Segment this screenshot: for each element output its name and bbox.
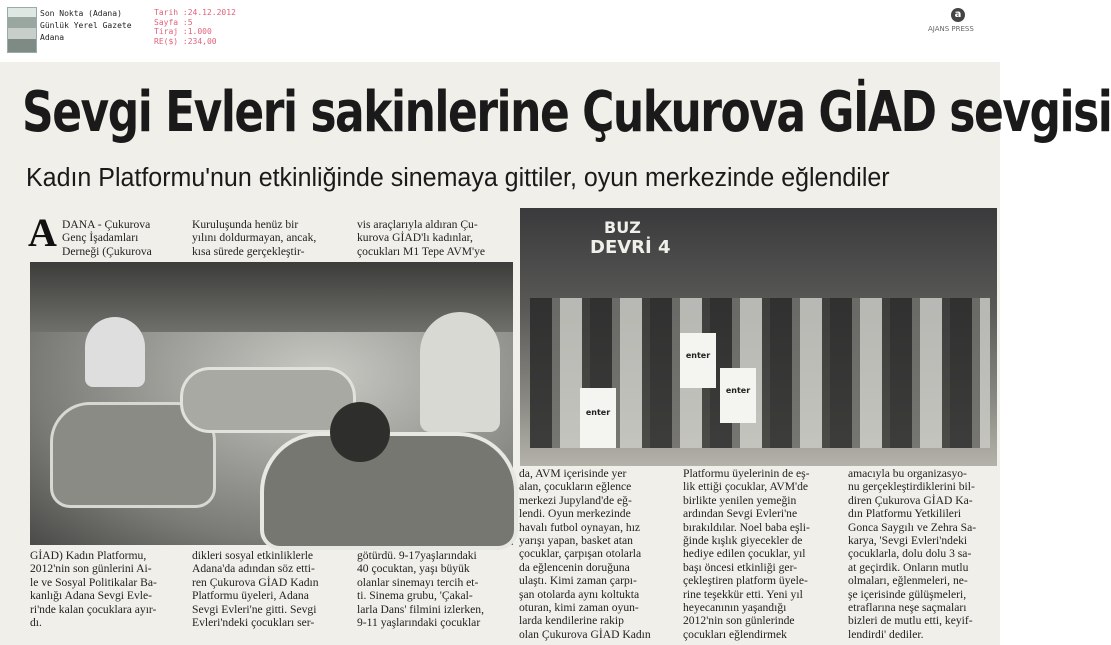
meta-circulation: Tiraj :1.000 xyxy=(154,27,212,37)
meta-ad-value: RE($) :234,00 xyxy=(154,36,217,46)
source-city: Adana xyxy=(40,33,65,42)
column-1-top: DANA - Çukurova Genç İşadamları Derneği (Çukurova xyxy=(62,218,152,258)
santa-figure xyxy=(420,312,500,432)
drop-cap: A xyxy=(28,210,57,255)
meta-date: Tarih :24.12.2012 xyxy=(154,8,236,17)
source-name: Son Nokta (Adana) xyxy=(40,9,122,18)
logo-text: AJANS PRESS xyxy=(928,25,974,33)
article-subheadline: Kadın Platformu'nun etkinliğinde sinemaya gittiler, oyun merkezinde eğlendiler xyxy=(26,163,890,193)
column-2-bottom: dikleri sosyal etkinliklerle Adana'da adından söz etti- ren Çukurova GİAD Kadın Platformu üyeleri, Adana Sevgi Evleri'ne gitti. Sevgi Evleri'ndeki çocukları ser- xyxy=(192,549,319,630)
clipping-meta xyxy=(154,8,236,46)
sign-line-2: DEVRİ 4 xyxy=(590,237,671,258)
ajans-press-logo xyxy=(928,8,988,33)
movie-sign xyxy=(590,218,730,278)
source-type: Günlük Yerel Gazete xyxy=(40,21,132,30)
shopping-bag: enter xyxy=(680,333,716,388)
column-1-bottom: GİAD) Kadın Platformu, 2012'nin son günlerini Ai- le ve Sosyal Politikalar Ba- kanlığı Adana Sevgi Evle- ri'nde kalan çocuklara ayır- dı. xyxy=(30,549,157,630)
article-headline: Sevgi Evleri sakinlerine Çukurova GİAD sevgisi xyxy=(22,80,1111,146)
shopping-bag: enter xyxy=(720,368,756,423)
woman-figure xyxy=(85,317,145,387)
column-3-top: vis araçlarıyla aldıran Çu- kurova GİAD'lı kadınlar, çocukları M1 Tepe AVM'ye xyxy=(357,218,486,258)
meta-page: Sayfa :5 xyxy=(154,17,193,27)
column-3-bottom: götürdü. 9-17yaşlarındaki 40 çocuktan, yaşı büyük olanlar sinemayı tercih et- ti. Sinema grubu, 'Çakal- larla Dans' filmini izlerken, 9-11 yaşlarındaki çocuklar xyxy=(357,549,484,630)
bumper-car-middle xyxy=(180,367,356,433)
child-figure xyxy=(330,402,390,462)
column-5: Platformu üyelerinin de eş- lik ettiği çocuklar, AVM'de birlikte yenilen yemeğin ardından Sevgi Evleri'ne bırakıldılar. Noel baba eşli- ğinde kışlık giyecekler de hediye edilen çocuklar, yıl başı öncesi etkinliği ger- çekleştiren platform üyele- rine teşekkür etti. Yeni yıl heyecanının yaşandığı 2012'nin son günlerinde çocukları eğlendirmek xyxy=(683,467,810,641)
column-4: da, AVM içerisinde yer alan, çocukların eğlence merkezi Jupyland'de eğ- lendi. Oyun merkezinde havalı futbol oynayan, hız yarışı yapan, basket atan çocuklar, çarpışan otolarla da eğlencenin doruğuna ulaştı. Kimi zaman çarpı- şan otolarda aynı koltukta oturan, kimi zaman oyun- larda kendilerine rakip olan Çukurova GİAD Kadın xyxy=(519,467,651,641)
group-photo xyxy=(520,208,997,466)
sign-line-1: BUZ xyxy=(604,218,641,237)
bumper-car-front xyxy=(260,432,518,550)
column-6: amacıyla bu organizasyo- nu gerçekleştirdiklerini bil- diren Çukurova GİAD Ka- dın Platformu Yetkilileri Gonca Saygılı ve Zehra Sa- karya, 'Sevgi Evleri'ndeki çocuklarla, dolu dolu 3 sa- at geçirdik. Onların mutlu olmaları, eğlenmeleri, ne- şe içerisinde gülüşmeleri, etraflarına neşe saçmaları bizleri de mutlu etti, keyif- lendirdi' dediler. xyxy=(848,467,977,641)
logo-mark-icon: a xyxy=(951,8,965,22)
clipping-header xyxy=(0,0,1000,62)
shopping-bag: enter xyxy=(580,388,616,448)
column-2-top: Kuruluşunda henüz bir yılını doldurmayan, ancak, kısa sürede gerçekleştir- xyxy=(192,218,317,258)
bumper-cars-photo xyxy=(30,262,513,545)
newspaper-thumbnail xyxy=(7,7,37,53)
source-info xyxy=(40,8,132,44)
